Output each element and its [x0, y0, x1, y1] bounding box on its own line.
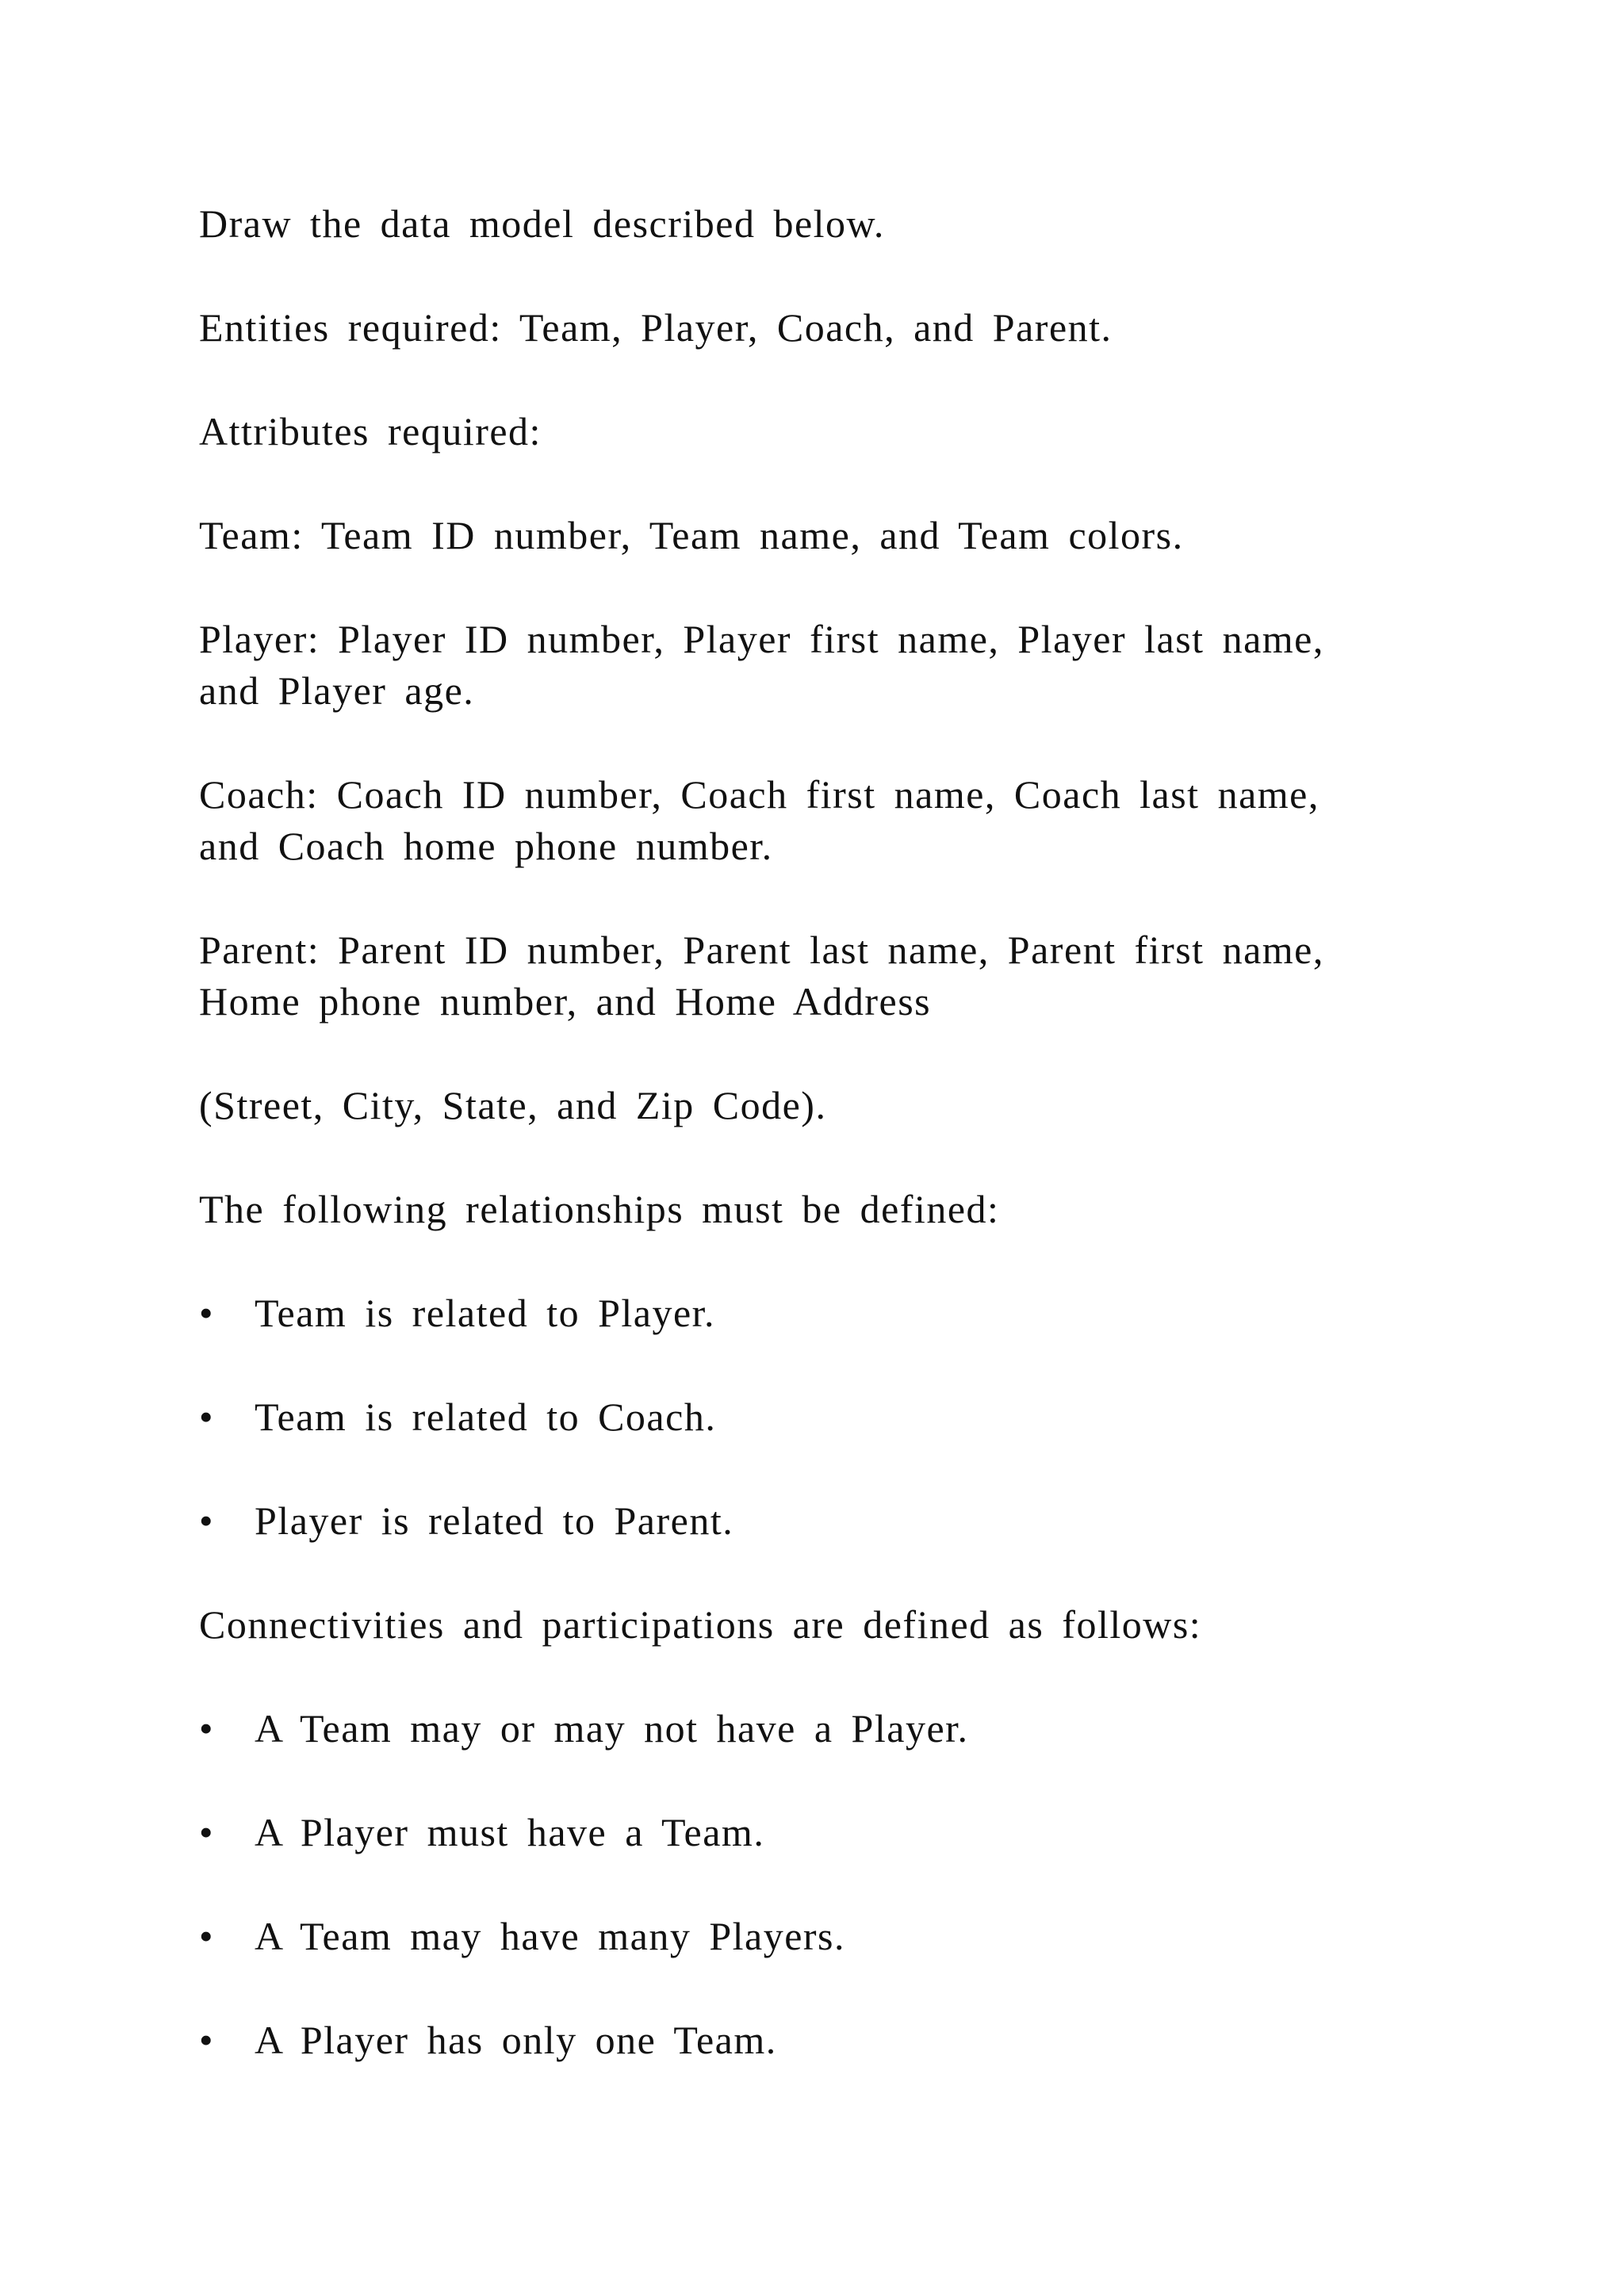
coach-attributes: [199, 769, 1452, 872]
bullet-icon: •: [199, 1706, 215, 1751]
list-item: [199, 1495, 1452, 1547]
coach-attributes-line-1: Coach: Coach ID number, Coach first name, Coach last name,: [199, 772, 1320, 817]
player-attributes-line-1: Player: Player ID number, Player first name, Player last name,: [199, 617, 1324, 661]
relationship-text: Team is related to Player.: [255, 1291, 716, 1335]
list-item: [199, 1391, 1452, 1443]
list-item: [199, 2015, 1452, 2066]
relationships-heading: The following relationships must be defined:: [199, 1187, 1000, 1231]
entities-line: Entities required: Team, Player, Coach, and Parent.: [199, 305, 1113, 350]
parent-attributes-line-1: Parent: Parent ID number, Parent last name, Parent first name,: [199, 928, 1324, 972]
connectivities-list: [199, 1703, 1452, 2066]
bullet-icon: •: [199, 2018, 215, 2062]
list-item: [199, 1807, 1452, 1858]
instruction-line: Draw the data model described below.: [199, 201, 885, 246]
connectivity-text: A Team may or may not have a Player.: [255, 1706, 969, 1751]
connectivity-text: A Player has only one Team.: [255, 2018, 777, 2062]
bullet-icon: •: [199, 1291, 215, 1335]
connectivity-text: A Team may have many Players.: [255, 1914, 846, 1958]
connectivity-text: A Player must have a Team.: [255, 1810, 765, 1854]
team-attributes: Team: Team ID number, Team name, and Team colors.: [199, 513, 1184, 557]
list-item: [199, 1703, 1452, 1755]
player-attributes-line-2: and Player age.: [199, 668, 475, 713]
bullet-icon: •: [199, 1810, 215, 1854]
list-item: [199, 1288, 1452, 1339]
player-attributes: [199, 614, 1452, 717]
address-detail: (Street, City, State, and Zip Code).: [199, 1083, 827, 1127]
bullet-icon: •: [199, 1914, 215, 1958]
document-body: [199, 198, 1452, 2118]
coach-attributes-line-2: and Coach home phone number.: [199, 824, 773, 868]
parent-attributes-line-2: Home phone number, and Home Address: [199, 979, 932, 1024]
relationship-text: Team is related to Coach.: [255, 1395, 717, 1439]
connectivities-heading: Connectivities and participations are defined as follows:: [199, 1602, 1202, 1647]
list-item: [199, 1911, 1452, 1962]
attributes-heading: Attributes required:: [199, 409, 542, 453]
parent-attributes: [199, 924, 1452, 1027]
bullet-icon: •: [199, 1395, 215, 1439]
relationships-list: [199, 1288, 1452, 1547]
relationship-text: Player is related to Parent.: [255, 1498, 734, 1543]
bullet-icon: •: [199, 1498, 215, 1543]
